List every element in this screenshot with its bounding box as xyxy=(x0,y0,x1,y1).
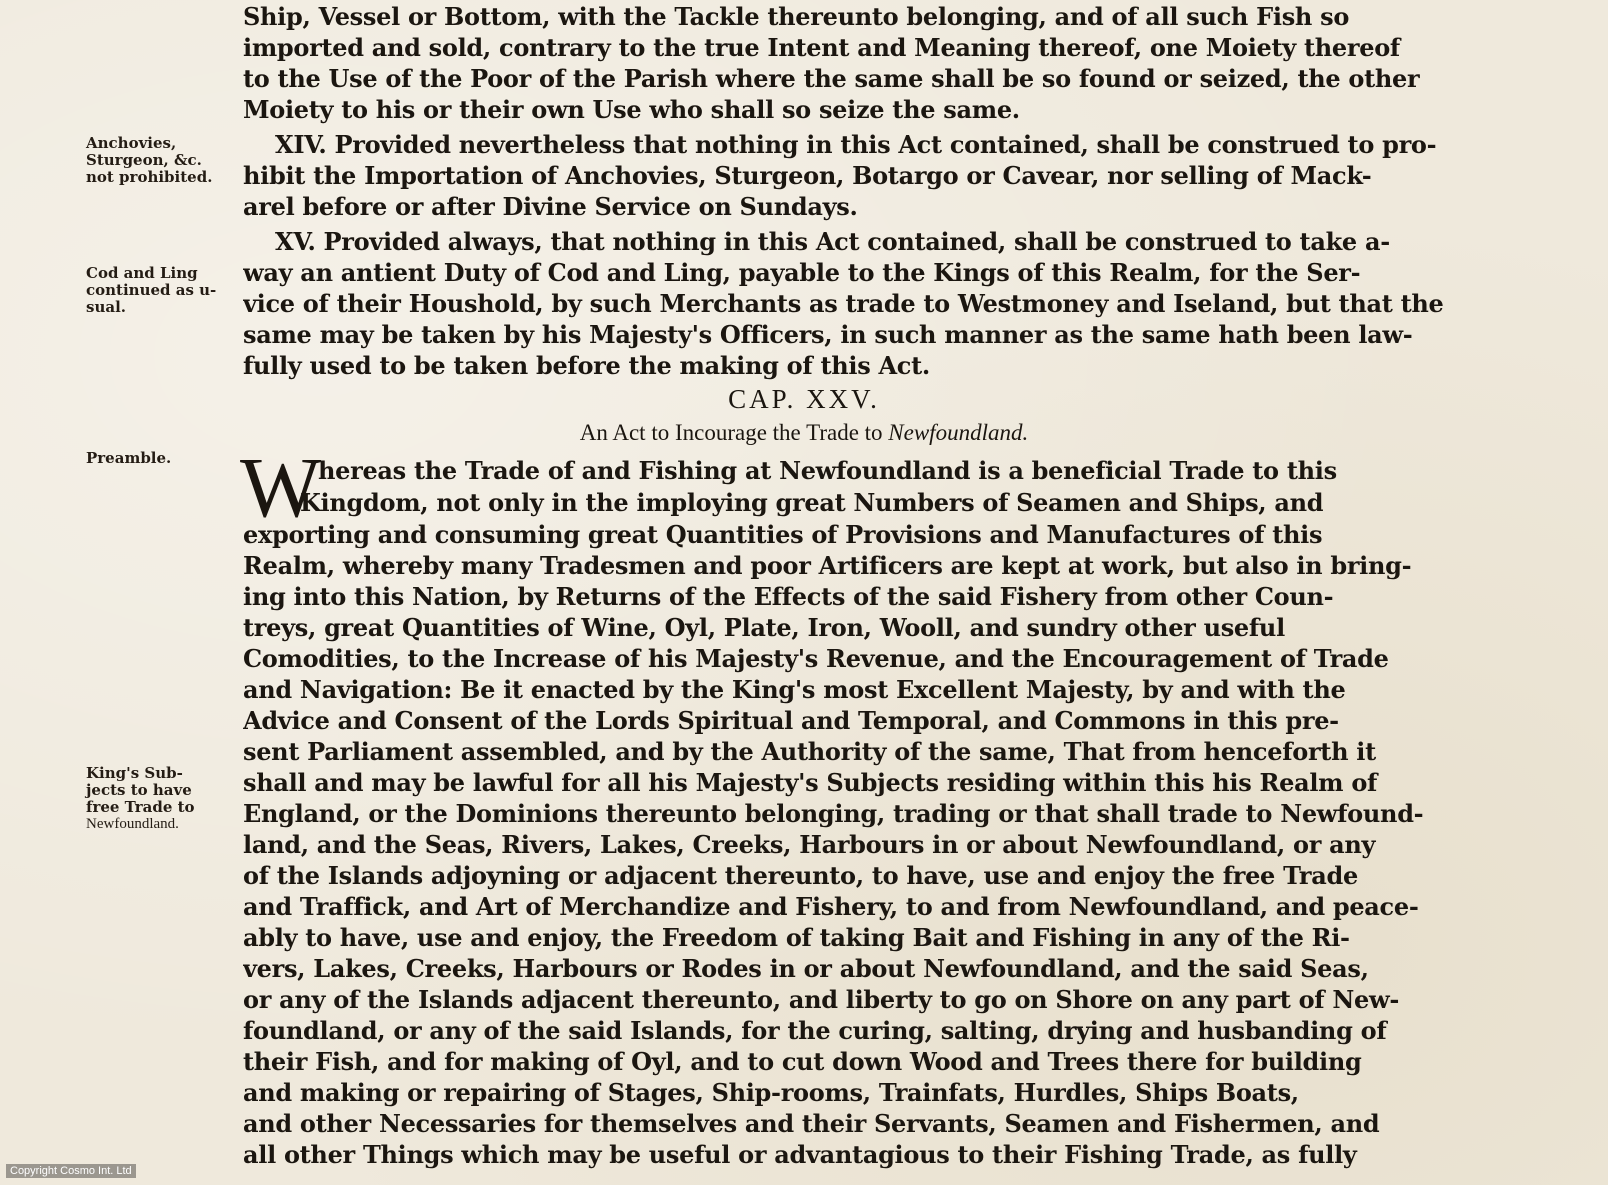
text-line: treys, great Quantities of Wine, Oyl, Plate, Iron, Wooll, and sundry other useful xyxy=(243,613,1285,642)
text-line: and other Necessaries for themselves and their Servants, Seamen and Fishermen, and xyxy=(243,1109,1380,1138)
margin-note-preamble xyxy=(86,450,236,467)
drop-cap: W xyxy=(240,439,322,535)
text-line: Realm, whereby many Tradesmen and poor Artificers are kept at work, but also in bring- xyxy=(243,551,1412,580)
text-line: XV. Provided always, that nothing in this Act contained, shall be construed to take a- xyxy=(275,227,1390,256)
text-line: of the Islands adjoyning or adjacent thereunto, to have, use and enjoy the free Trade xyxy=(243,861,1358,890)
margin-note-line: Sturgeon, &c. xyxy=(86,151,202,169)
margin-note-line: jects to have xyxy=(86,781,192,799)
text-line: same may be taken by his Majesty's Officers, in such manner as the same hath been law- xyxy=(243,320,1413,349)
margin-note-line: Preamble. xyxy=(86,449,172,467)
text-line: Advice and Consent of the Lords Spiritual and Temporal, and Commons in this pre- xyxy=(243,706,1339,735)
text-line: fully used to be taken before the making of this Act. xyxy=(243,351,930,380)
copyright-watermark: Copyright Cosmo Int. Ltd xyxy=(6,1164,136,1178)
text-line: and making or repairing of Stages, Ship-rooms, Trainfats, Hurdles, Ships Boats, xyxy=(243,1078,1299,1107)
text-line: Comodities, to the Increase of his Majesty's Revenue, and the Encouragement of Trade xyxy=(243,644,1389,673)
text-line: all other Things which may be useful or advantagious to their Fishing Trade, as fully xyxy=(243,1140,1357,1169)
text-line: Moiety to his or their own Use who shall so seize the same. xyxy=(243,95,1020,124)
text-line: foundland, or any of the said Islands, for the curing, salting, drying and husbanding of xyxy=(243,1016,1387,1045)
text-line: vers, Lakes, Creeks, Harbours or Rodes in or about Newfoundland, and the said Seas, xyxy=(243,954,1369,983)
margin-note-line: not prohibited. xyxy=(86,168,213,186)
text-line: way an antient Duty of Cod and Ling, payable to the Kings of this Realm, for the Ser- xyxy=(243,258,1361,287)
text-line: their Fish, and for making of Oyl, and to cut down Wood and Trees there for building xyxy=(243,1047,1362,1076)
margin-note-line: Cod and Ling xyxy=(86,264,198,282)
margin-note-line: free Trade to xyxy=(86,798,195,816)
text-line: and Traffick, and Art of Merchandize and Fishery, to and from Newfoundland, and peace- xyxy=(243,892,1419,921)
text-line: England, or the Dominions thereunto belonging, trading or that shall trade to Newfound- xyxy=(243,799,1424,828)
chapter-heading: CAP. XXV. xyxy=(728,384,880,414)
text-line: land, and the Seas, Rivers, Lakes, Creeks, Harbours in or about Newfoundland, or any xyxy=(243,830,1376,859)
text-line: hibit the Importation of Anchovies, Sturgeon, Botargo or Cavear, nor selling of Mack- xyxy=(243,161,1372,190)
text-line: Ship, Vessel or Bottom, with the Tackle thereunto belonging, and of all such Fish so xyxy=(243,2,1350,31)
text-line: sent Parliament assembled, and by the Authority of the same, That from henceforth it xyxy=(243,737,1376,766)
margin-note-cod-ling xyxy=(86,265,236,316)
text-line: vice of their Houshold, by such Merchants as trade to Westmoney and Iseland, but that the xyxy=(243,289,1444,318)
text-line: and Navigation: Be it enacted by the King's most Excellent Majesty, by and with the xyxy=(243,675,1346,704)
text-line: hereas the Trade of and Fishing at Newfoundland is a beneficial Trade to this xyxy=(318,456,1337,485)
margin-note-kings-subjects xyxy=(86,765,236,833)
margin-note-line: sual. xyxy=(86,298,126,316)
text-line: to the Use of the Poor of the Parish where the same shall be so found or seized, the other xyxy=(243,64,1420,93)
text-line: Kingdom, not only in the imploying great Numbers of Seamen and Ships, and xyxy=(300,488,1324,517)
text-line: shall and may be lawful for all his Majesty's Subjects residing within this his Realm of xyxy=(243,768,1378,797)
text-line: XIV. Provided nevertheless that nothing in this Act contained, shall be construed to pro- xyxy=(275,130,1437,159)
text-line: imported and sold, contrary to the true Intent and Meaning thereof, one Moiety thereof xyxy=(243,33,1400,62)
margin-note-line: continued as u- xyxy=(86,281,217,299)
act-title-place: Newfoundland. xyxy=(888,420,1029,445)
act-title-text: An Act to Incourage the Trade to xyxy=(579,420,883,445)
text-line: arel before or after Divine Service on Sundays. xyxy=(243,192,858,221)
margin-note-line: Anchovies, xyxy=(86,134,177,152)
text-line: exporting and consuming great Quantities of Provisions and Manufactures of this xyxy=(243,520,1323,549)
text-line: ably to have, use and enjoy, the Freedom of taking Bait and Fishing in any of the Ri- xyxy=(243,923,1350,952)
margin-note-line: King's Sub- xyxy=(86,764,183,782)
text-line: ing into this Nation, by Returns of the Effects of the said Fishery from other Coun- xyxy=(243,582,1334,611)
margin-note-anchovies xyxy=(86,135,236,186)
margin-note-line: Newfoundland. xyxy=(86,816,179,832)
text-line: or any of the Islands adjacent thereunto, and liberty to go on Shore on any part of New- xyxy=(243,985,1399,1014)
